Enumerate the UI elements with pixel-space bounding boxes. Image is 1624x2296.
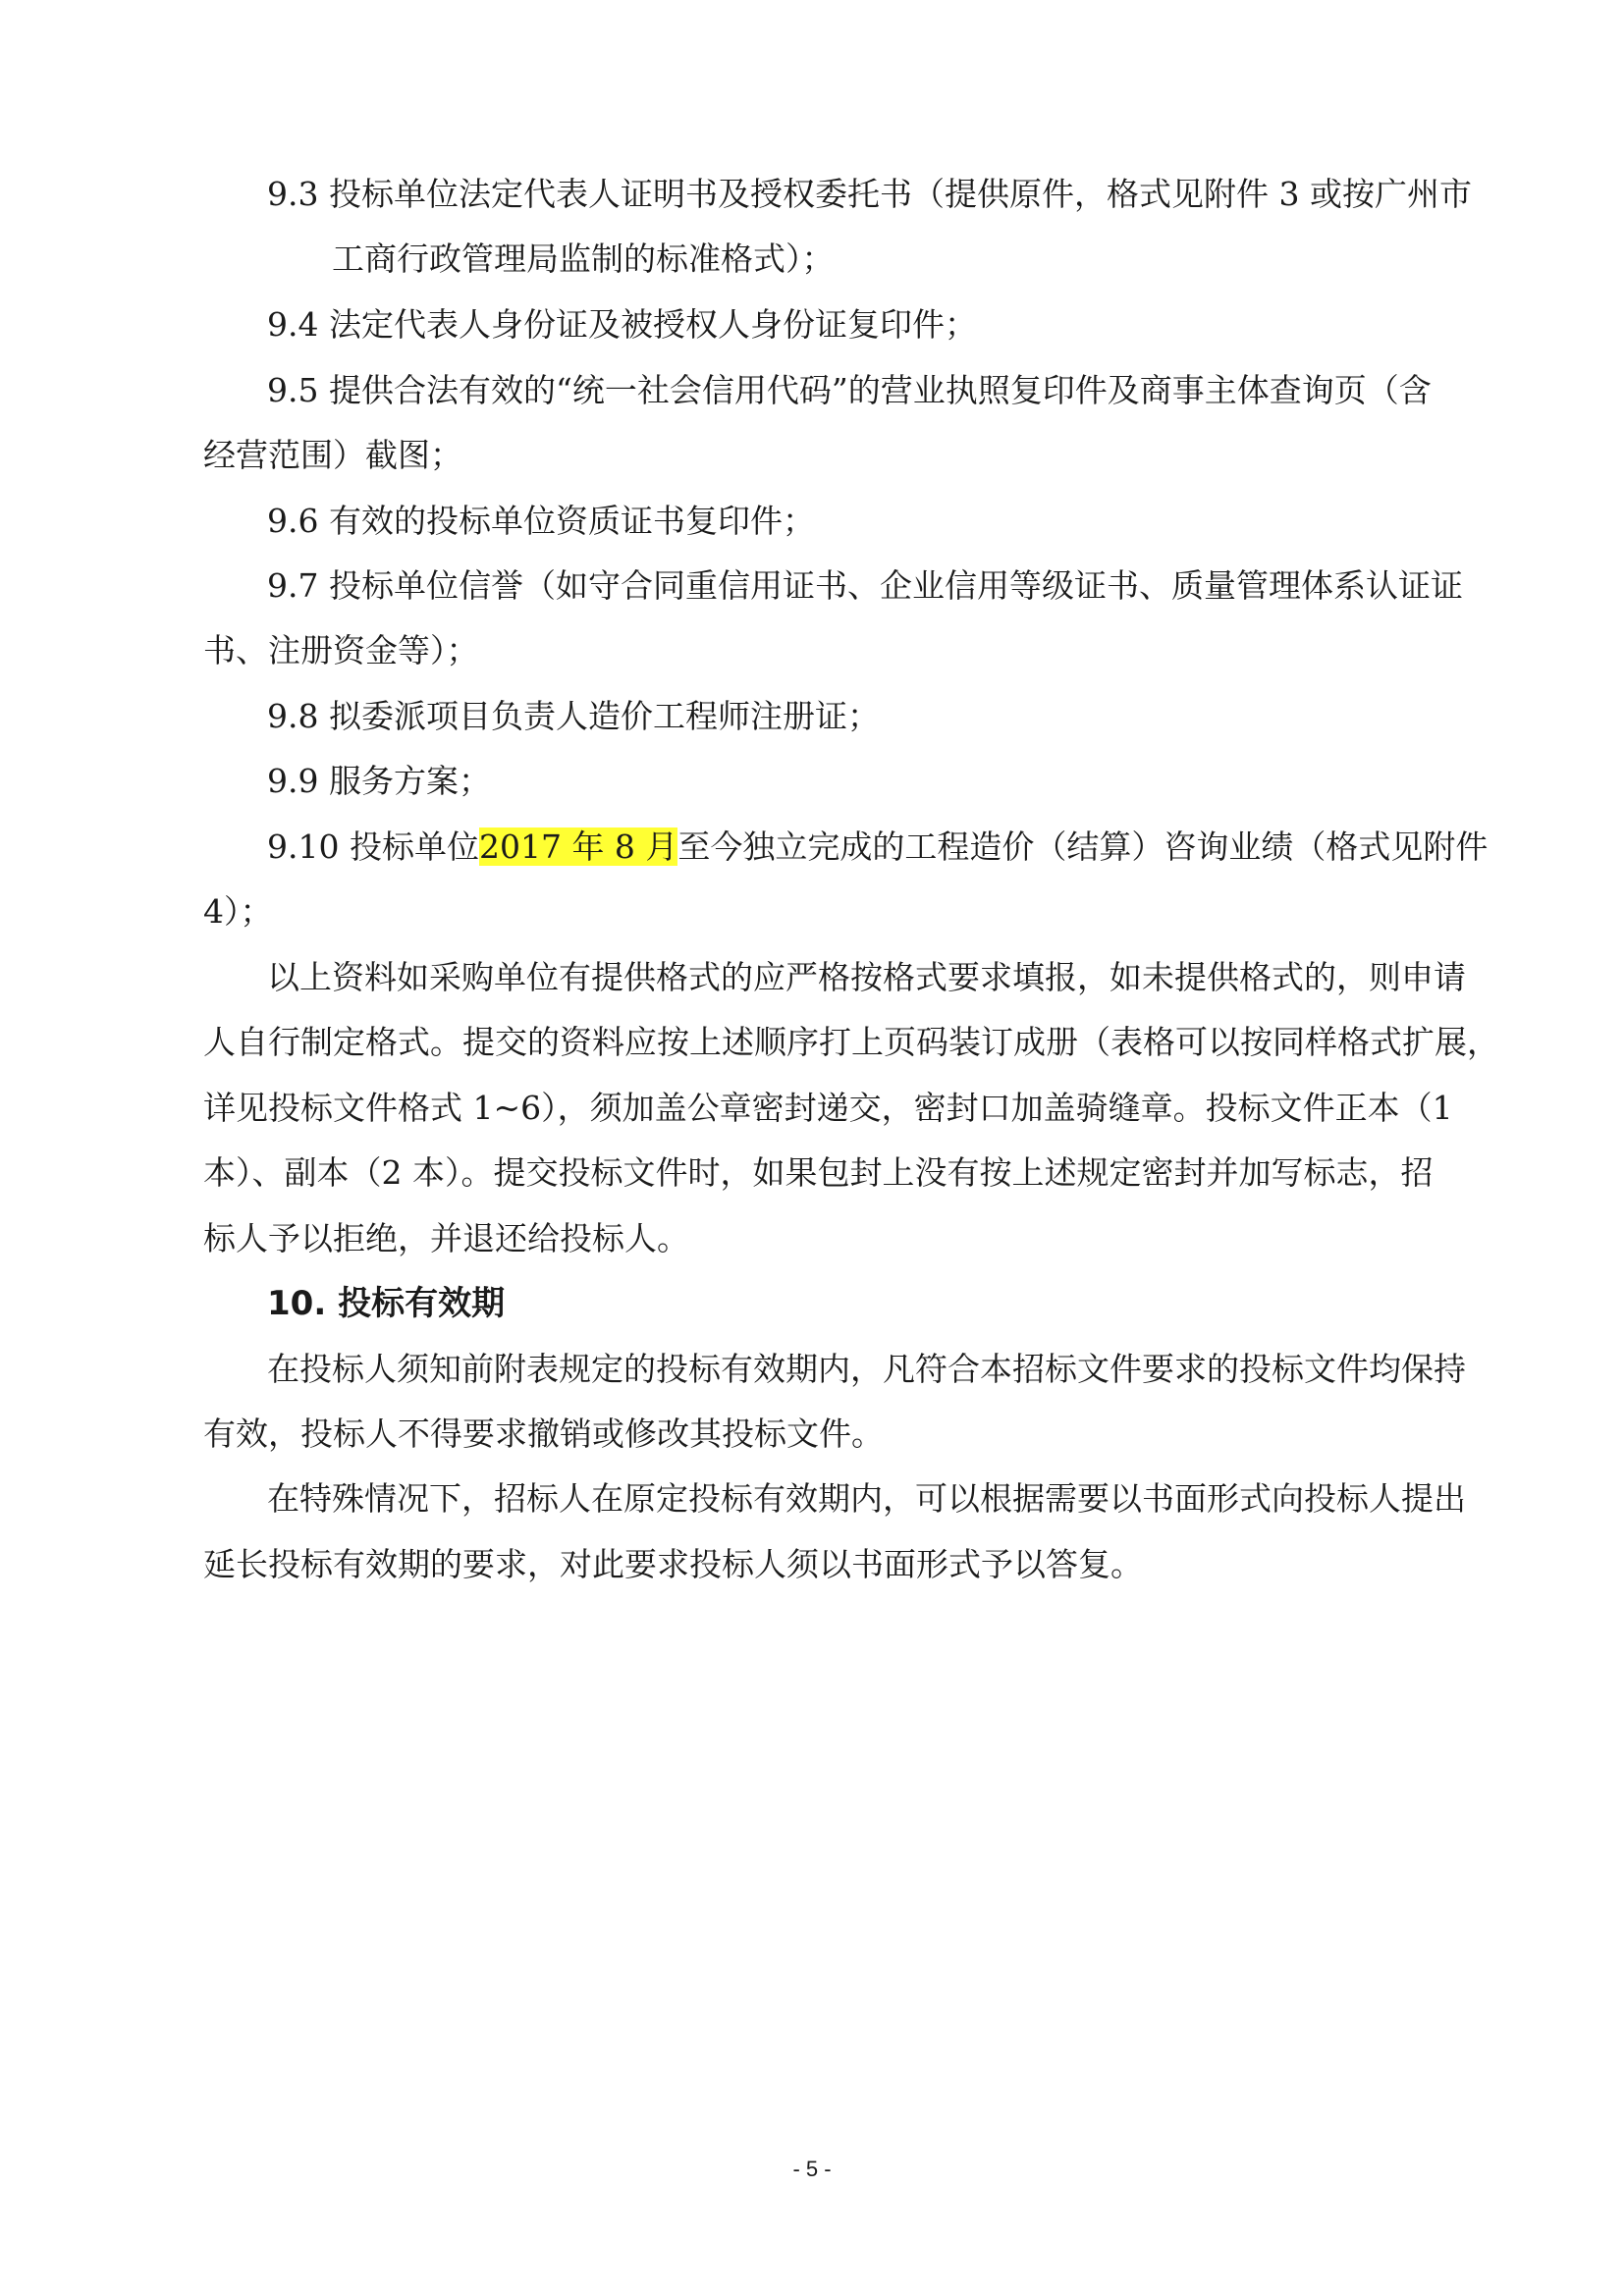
item-9-10-suffix: 至今独立完成的工程造价（结算）咨询业绩（格式见附件 (677, 828, 1489, 866)
requirements-line-4: 本）、副本（2 本）。提交投标文件时，如果包封上没有按上述规定密封并加写标志，招 (203, 1153, 1434, 1192)
requirements-line-1: 以上资料如采购单位有提供格式的应严格按格式要求填报，如未提供格式的，则申请 (267, 958, 1466, 996)
extension-line-1: 在特殊情况下，招标人在原定投标有效期内，可以根据需要以书面形式向投标人提出 (267, 1479, 1466, 1518)
item-9-10-line-2: 4）； (203, 892, 273, 931)
item-9-9: 9.9 服务方案； (267, 762, 491, 800)
validity-line-1: 在投标人须知前附表规定的投标有效期内，凡符合本招标文件要求的投标文件均保持 (267, 1350, 1466, 1388)
extension-line-2: 延长投标有效期的要求，对此要求投标人须以书面形式予以答复。 (203, 1545, 1143, 1583)
item-9-5-line-1: 9.5 提供合法有效的“统一社会信用代码”的营业执照复印件及商事主体查询页（含 (267, 371, 1432, 409)
item-9-4: 9.4 法定代表人身份证及被授权人身份证复印件； (267, 305, 977, 344)
section-heading-10: 10. 投标有效期 (267, 1284, 506, 1323)
page-number: - 5 - (792, 2157, 832, 2181)
requirements-line-2: 人自行制定格式。提交的资料应按上述顺序打上页码装订成册（表格可以按同样格式扩展， (203, 1023, 1499, 1061)
item-9-10-prefix: 9.10 投标单位 (267, 828, 479, 866)
item-9-7-line-2: 书、注册资金等）； (203, 631, 479, 669)
item-9-7-line-1: 9.7 投标单位信誉（如守合同重信用证书、企业信用等级证书、质量管理体系认证证 (267, 566, 1463, 605)
requirements-line-3: 详见投标文件格式 1~6），须加盖公章密封递交，密封口加盖骑缝章。投标文件正本（1 (203, 1089, 1453, 1127)
validity-line-2: 有效，投标人不得要求撤销或修改其投标文件。 (203, 1415, 884, 1453)
item-9-3-line-2: 工商行政管理局监制的标准格式）； (332, 240, 835, 278)
item-9-8: 9.8 拟委派项目负责人造价工程师注册证； (267, 697, 880, 735)
item-9-3-line-1: 9.3 投标单位法定代表人证明书及授权委托书（提供原件，格式见附件 3 或按广州市 (267, 175, 1472, 213)
item-9-5-line-2: 经营范围）截图； (203, 436, 462, 474)
item-9-6: 9.6 有效的投标单位资质证书复印件； (267, 502, 815, 540)
item-9-10-line-1 (267, 815, 1488, 880)
requirements-line-5: 标人予以拒绝，并退还给投标人。 (203, 1219, 689, 1257)
highlighted-date: 2017 年 8 月 (478, 828, 678, 866)
